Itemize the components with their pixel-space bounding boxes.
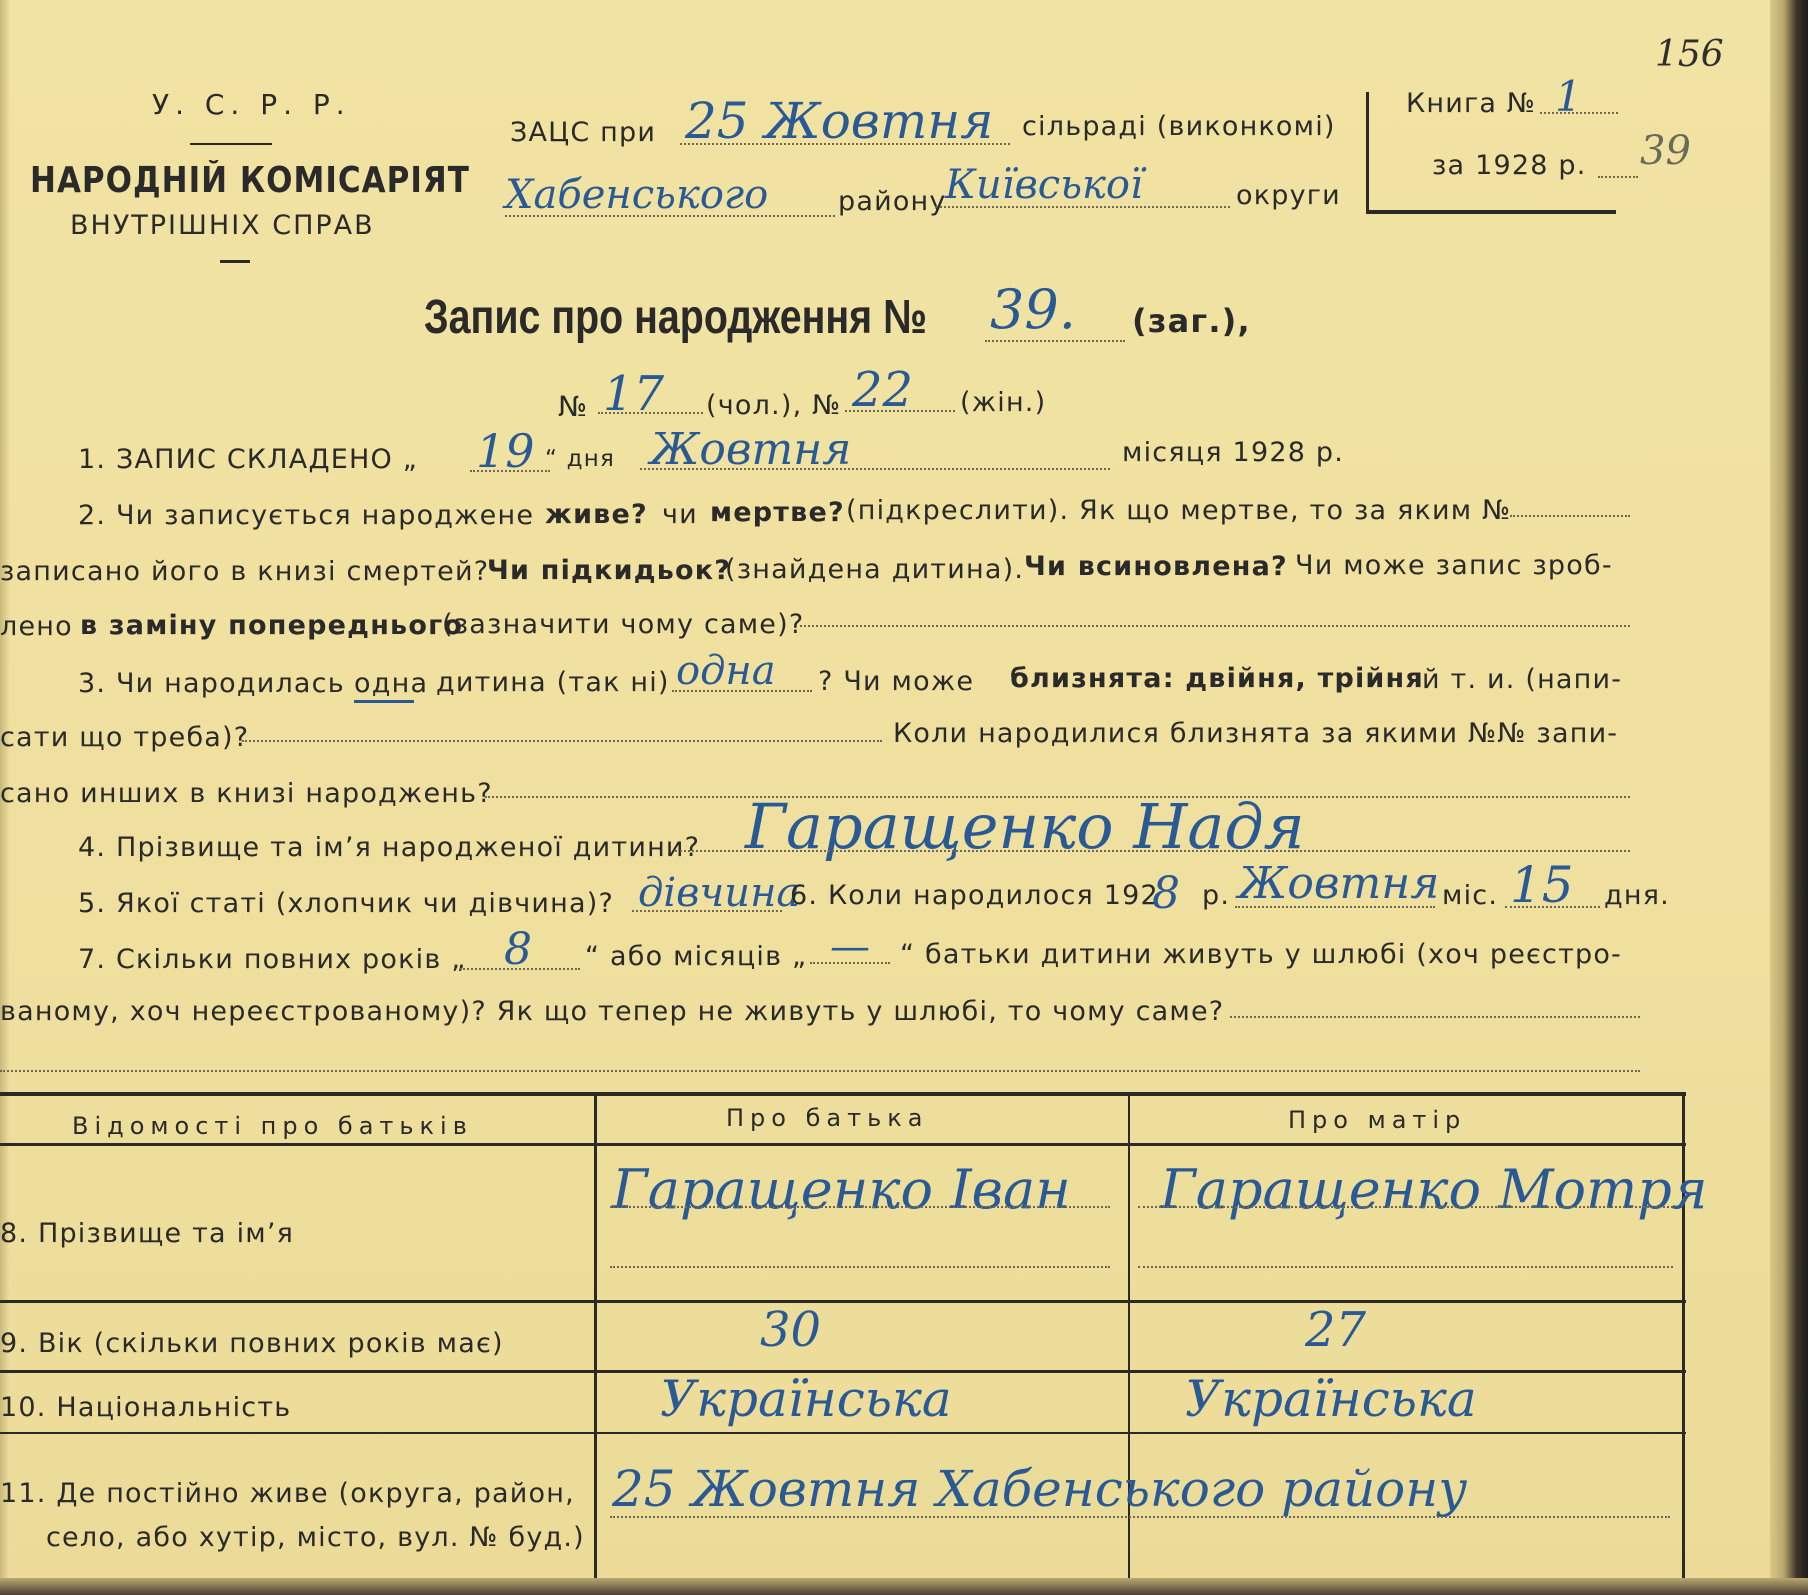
fill-line xyxy=(1510,515,1630,517)
fill-line xyxy=(460,968,580,970)
fill-line xyxy=(845,410,955,412)
item3-twins: близнята: двійня, трійня xyxy=(1010,663,1424,694)
fill-line xyxy=(610,1516,1670,1518)
item3-line1-d: ? Чи може xyxy=(818,666,975,697)
item3-line1-c: дитина (так ні) xyxy=(436,667,670,698)
fill-line xyxy=(242,740,882,742)
vnutr-header: ВНУТРІШНІХ СПРАВ xyxy=(70,210,375,241)
item1-year: місяця 1928 р. xyxy=(1122,437,1344,468)
book-box-border xyxy=(1366,92,1369,214)
fill-line xyxy=(675,850,1630,852)
raion-label: району xyxy=(838,186,947,217)
row-nationality-label: 10. Національність xyxy=(0,1392,292,1423)
fill-line xyxy=(1138,1266,1673,1268)
item2-line1-a: 2. Чи записується народжене xyxy=(78,500,535,531)
book-label: Книга № xyxy=(1406,88,1537,119)
fill-line xyxy=(598,412,703,414)
item3-line2-a: сати що треба)? xyxy=(0,722,250,753)
male-number-value: 17 xyxy=(603,366,665,422)
item3-line1-f: й т. и. (напи- xyxy=(1422,664,1623,695)
father-age-value: 30 xyxy=(760,1302,822,1358)
item6-label: 6. Коли народилося 192 xyxy=(790,880,1159,911)
marriage-years-value: 8 xyxy=(504,924,532,975)
table-row-rule xyxy=(0,1432,1686,1434)
table-border-top xyxy=(0,1092,1686,1096)
father-nationality-value: Українська xyxy=(660,1370,952,1428)
divider xyxy=(190,143,272,145)
female-number-value: 22 xyxy=(852,362,914,418)
birth-day-value: 15 xyxy=(1510,856,1574,914)
mother-nationality-value: Українська xyxy=(1185,1370,1477,1428)
item6-dnia: дня. xyxy=(1604,880,1670,911)
birth-month-value: Жовтня xyxy=(1238,858,1440,909)
archive-page-mark: 156 xyxy=(1655,34,1724,75)
item2-line2-e: Чи може запис зроб- xyxy=(1295,550,1613,581)
birth-year-digit-value: 8 xyxy=(1152,868,1180,919)
village-council-value: 25 Жовтня xyxy=(685,92,994,150)
okruga-value: Київської xyxy=(945,162,1143,208)
table-header-father: Про батька xyxy=(726,1104,929,1132)
item2-adopted: Чи всиновлена? xyxy=(1024,551,1288,582)
raion-value: Хабенського xyxy=(505,172,769,218)
table-header-rule xyxy=(0,1143,1686,1146)
item4-label: 4. Прізвище та ім’я народженої дитини? xyxy=(78,832,701,863)
child-name-value: Гаращенко Надя xyxy=(745,790,1305,863)
item2-or: чи xyxy=(662,499,698,530)
zag-label: (заг.), xyxy=(1132,302,1251,340)
fill-line xyxy=(810,962,890,964)
fill-line xyxy=(1505,906,1600,908)
female-label: (жін.) xyxy=(960,387,1047,418)
fill-line xyxy=(935,206,1230,208)
item2-alive: живе? xyxy=(545,499,648,530)
item2-foundling: Чи підкидьок? xyxy=(487,555,732,586)
fill-line xyxy=(1230,1016,1640,1018)
fill-line xyxy=(470,470,550,472)
fill-line xyxy=(1138,1206,1673,1208)
item2-dead: мертве? xyxy=(710,497,845,528)
fill-line xyxy=(640,468,1110,470)
archive-page-mark: 39 xyxy=(1640,128,1691,174)
item2-replacement: в заміну попереднього xyxy=(80,610,464,641)
item2-line1-e: (підкреслити). Як що мертве, то за яким № xyxy=(846,495,1512,526)
fill-line xyxy=(610,1266,1110,1268)
fill-line xyxy=(1235,906,1435,908)
record-number-value: 39. xyxy=(990,278,1076,341)
residence-value: 25 Жовтня Хабенського району xyxy=(612,1460,1468,1518)
row-age-label: 9. Вік (скільки повних років має) xyxy=(0,1328,504,1359)
fill-line xyxy=(680,143,1010,145)
item2-found-child: (знайдена дитина). xyxy=(725,554,1025,585)
fill-line xyxy=(505,215,835,217)
table-header-mother: Про матір xyxy=(1288,1106,1467,1134)
item2-line3-a: лено xyxy=(0,611,73,642)
narkom-header: НАРОДНІЙ КОМІСАРІЯТ xyxy=(30,160,470,202)
fill-line xyxy=(1598,176,1638,178)
table-col-divider xyxy=(594,1096,597,1578)
fill-line xyxy=(985,340,1125,342)
year-label: за 1928 р. xyxy=(1432,150,1587,181)
item1-day-value: 19 xyxy=(476,424,535,478)
item6-r: р. xyxy=(1202,880,1231,911)
row-name-label: 8. Прізвище та ім’я xyxy=(0,1218,295,1249)
silradi-label: сільраді (виконкомі) xyxy=(1022,111,1336,142)
book-binding-edge xyxy=(1770,0,1808,1595)
item5-label: 5. Якої статі (хлопчик чи дівчина)? xyxy=(78,888,615,919)
item7-line2: ваному, хоч нереєстрованому)? Як що тепер не живуть у шлюбі, то чому саме? xyxy=(0,996,1225,1027)
mother-age-value: 27 xyxy=(1305,1302,1367,1358)
item2-line3-c: (зазначити чому саме)? xyxy=(442,609,805,640)
item7-line1-a: 7. Скільки повних років „ xyxy=(78,944,467,975)
fill-line xyxy=(0,1070,1640,1072)
no-sign: № xyxy=(558,390,589,423)
item1-label: 1. ЗАПИС СКЛАДЕНО „ xyxy=(78,444,418,475)
item1-month-value: Жовтня xyxy=(650,424,852,475)
book-number-value: 1 xyxy=(1555,72,1582,121)
item3-line3: сано инших в книзі народжень? xyxy=(0,778,493,809)
zags-label: ЗАЦС при xyxy=(510,117,657,148)
marriage-months-value: — xyxy=(830,924,870,970)
divider xyxy=(220,260,250,263)
child-sex-value: дівчина xyxy=(638,870,801,916)
item3-line1-a: 3. Чи народилась xyxy=(78,668,345,699)
table-row-rule xyxy=(0,1300,1686,1303)
item2-line2-a: записано його в книзі смертей? xyxy=(0,556,490,587)
fill-line xyxy=(672,690,812,692)
fill-line xyxy=(1540,112,1618,114)
item3-line2-b: Коли народилися близнята за якими №№ запи- xyxy=(893,718,1619,749)
underline-mark xyxy=(354,700,414,703)
ussr-header: У. С. Р. Р. xyxy=(152,88,351,121)
mother-name-value: Гаращенко Мотря xyxy=(1160,1158,1708,1221)
fill-line xyxy=(800,625,1630,627)
fill-line xyxy=(610,1206,1110,1208)
table-header-parents: Відомості про батьків xyxy=(72,1112,473,1140)
item1-dnia: “ дня xyxy=(545,446,616,472)
okrugy-label: округи xyxy=(1236,180,1341,211)
father-name-value: Гаращенко Іван xyxy=(612,1158,1071,1221)
item7-line1-b: “ або місяців „ xyxy=(585,941,808,972)
row-residence-label-1: 11. Де постійно живе (округа, район, xyxy=(0,1478,575,1509)
item6-mis: міс. xyxy=(1442,880,1499,911)
fill-line xyxy=(632,910,782,912)
item3-value: одна xyxy=(676,648,776,694)
male-label: (чол.), № xyxy=(706,390,842,421)
page-bottom-edge xyxy=(0,1578,1808,1595)
row-residence-label-2: село, або хутір, місто, вул. № буд.) xyxy=(46,1522,585,1553)
record-title: Запис про народження № xyxy=(424,291,927,344)
book-box-border xyxy=(1366,210,1616,214)
item3-one: одна xyxy=(354,668,429,699)
item7-line1-c: “ батьки дитини живуть у шлюбі (хоч реєстро- xyxy=(900,939,1622,970)
